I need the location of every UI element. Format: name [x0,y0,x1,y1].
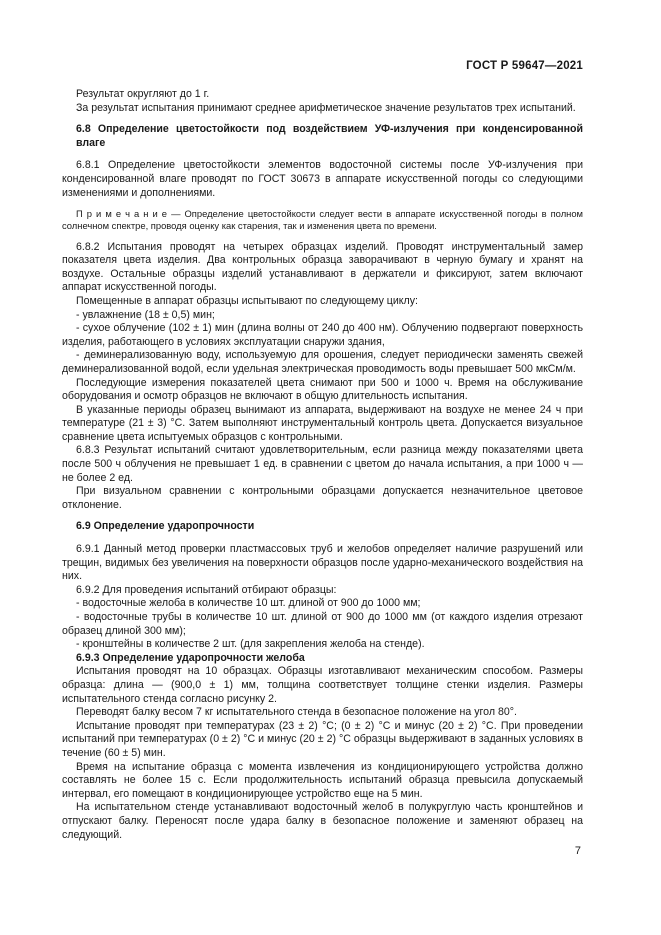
subsection-heading-6-9-3: 6.9.3 Определение ударопрочности желоба [76,651,305,664]
list-item: - сухое облучение (102 ± 1) мин (длина волны от 240 до 400 нм). Облучению подвергают поверхность изделия, работающего в условиях эксплуатации снаружи здания, [62,322,583,348]
list-item: - деминерализованную воду, используемую для орошения, следует периодически заменять свежей деминерализованной водой, если удельная электрическая проводимость воды превышает 500 мкСм/м. [62,349,583,375]
paragraph: Переводят балку весом 7 кг испытательного стенда в безопасное положение на угол 80°. [76,706,517,719]
paragraph: Результат округляют до 1 г. [76,88,210,100]
paragraph: На испытательном стенде устанавливают водосточный желоб в полукруглую часть кронштейнов и отпускают балку. Переносят после удара балку в безопасное положение и заменяют образец на следующий. [62,801,583,841]
page-number: 7 [574,845,581,857]
paragraph: Испытания проводят на 10 образцах. Образцы изготавливают механическим способом. Размеры образца: длина — (900,0 ± 1) мм, толщина соответствует толщине стенки изделия. Размеры испытательного стенда согласно рисунку 2. [62,665,583,705]
paragraph: 6.8.1 Определение цветостойкости элементов водосточной системы после УФ-излучения при конденсированной влаге проводят по ГОСТ 30673 в аппарате искусственной погоды со следующими изменениями и дополнениями. [62,159,583,199]
document-header: ГОСТ Р 59647—2021 [466,60,583,72]
paragraph: За результат испытания принимают среднее арифметическое значение результатов трех испытаний. [76,101,576,114]
list-item: - водосточные трубы в количестве 10 шт. длиной от 900 до 1000 мм (от каждого изделия отрезают образец длиной 300 мм); [62,611,583,637]
paragraph: Испытание проводят при температурах (23 ± 2) °С; (0 ± 2) °С и минус (20 ± 2) °С. При проведении испытаний при температурах (0 ± 2) °С и минус (20 ± 2) °С образцы выдерживают в заданных условиях в течение (60 ± 5) мин. [62,719,583,759]
list-item: - кронштейны в количестве 2 шт. (для закрепления желоба на стенде). [76,638,425,651]
paragraph: Время на испытание образца с момента извлечения из кондиционирующего устройства должно составлять не более 15 с. Если продолжительность испытаний образца превысила допускаемый интервал, его помещают в кондиционирующее устройство еще на 5 мин. [62,760,583,800]
paragraph: 6.8.3 Результат испытаний считают удовлетворительным, если разница между показателями цвета после 500 ч облучения не превышает 1 ед. в сравнении с цветом до начала испытания, а при 1000 ч — не более 2 ед. [62,444,583,484]
section-heading-6-8: 6.8 Определение цветостойкости под воздействием УФ-излучения при конденсированной влаге [76,123,583,149]
paragraph: 6.9.1 Данный метод проверки пластмассовых труб и желобов определяет наличие разрушений или трещин, видимых без увеличения на поверхности образцов после ударно-механического воздействия на них. [62,543,583,583]
paragraph: Последующие измерения показателей цвета снимают при 500 и 1000 ч. Время на обслуживание оборудования и осмотр образцов не включают в общую длительность испытания. [62,376,583,403]
paragraph: 6.9.2 Для проведения испытаний отбирают образцы: [76,583,337,596]
note: П р и м е ч а н и е — Определение цветостойкости следует вести в аппарате искусственной погоды в полном солнечном спектре, проводя оценку как старения, так и изменения цвета по времени. [62,208,583,232]
paragraph: При визуальном сравнении с контрольными образцами допускается незначительное цветовое отклонение. [62,485,583,511]
section-heading-6-9: 6.9 Определение ударопрочности [76,520,255,533]
paragraph: Помещенные в аппарат образцы испытывают по следующему циклу: [76,294,418,307]
list-item: - увлажнение (18 ± 0,5) мин; [76,308,215,321]
document-body [62,88,583,842]
paragraph: 6.8.2 Испытания проводят на четырех образцах изделий. Проводят инструментальный замер показателя цвета изделия. Два контрольных образца заворачивают в черную бумагу и хранят на воздухе. Остальные образцы изделий устанавливают в держатели и фиксируют, затем включают аппарат искусственной погоды. [62,240,583,294]
list-item: - водосточные желоба в количестве 10 шт. длиной от 900 до 1000 мм; [76,597,421,610]
paragraph: В указанные периоды образец вынимают из аппарата, выдерживают на воздухе не менее 24 ч при температуре (21 ± 3) °С. Затем выполняют инструментальный контроль цвета. Допускается визуальное сравнение цвета испытуемых образцов с контрольными. [62,403,583,443]
